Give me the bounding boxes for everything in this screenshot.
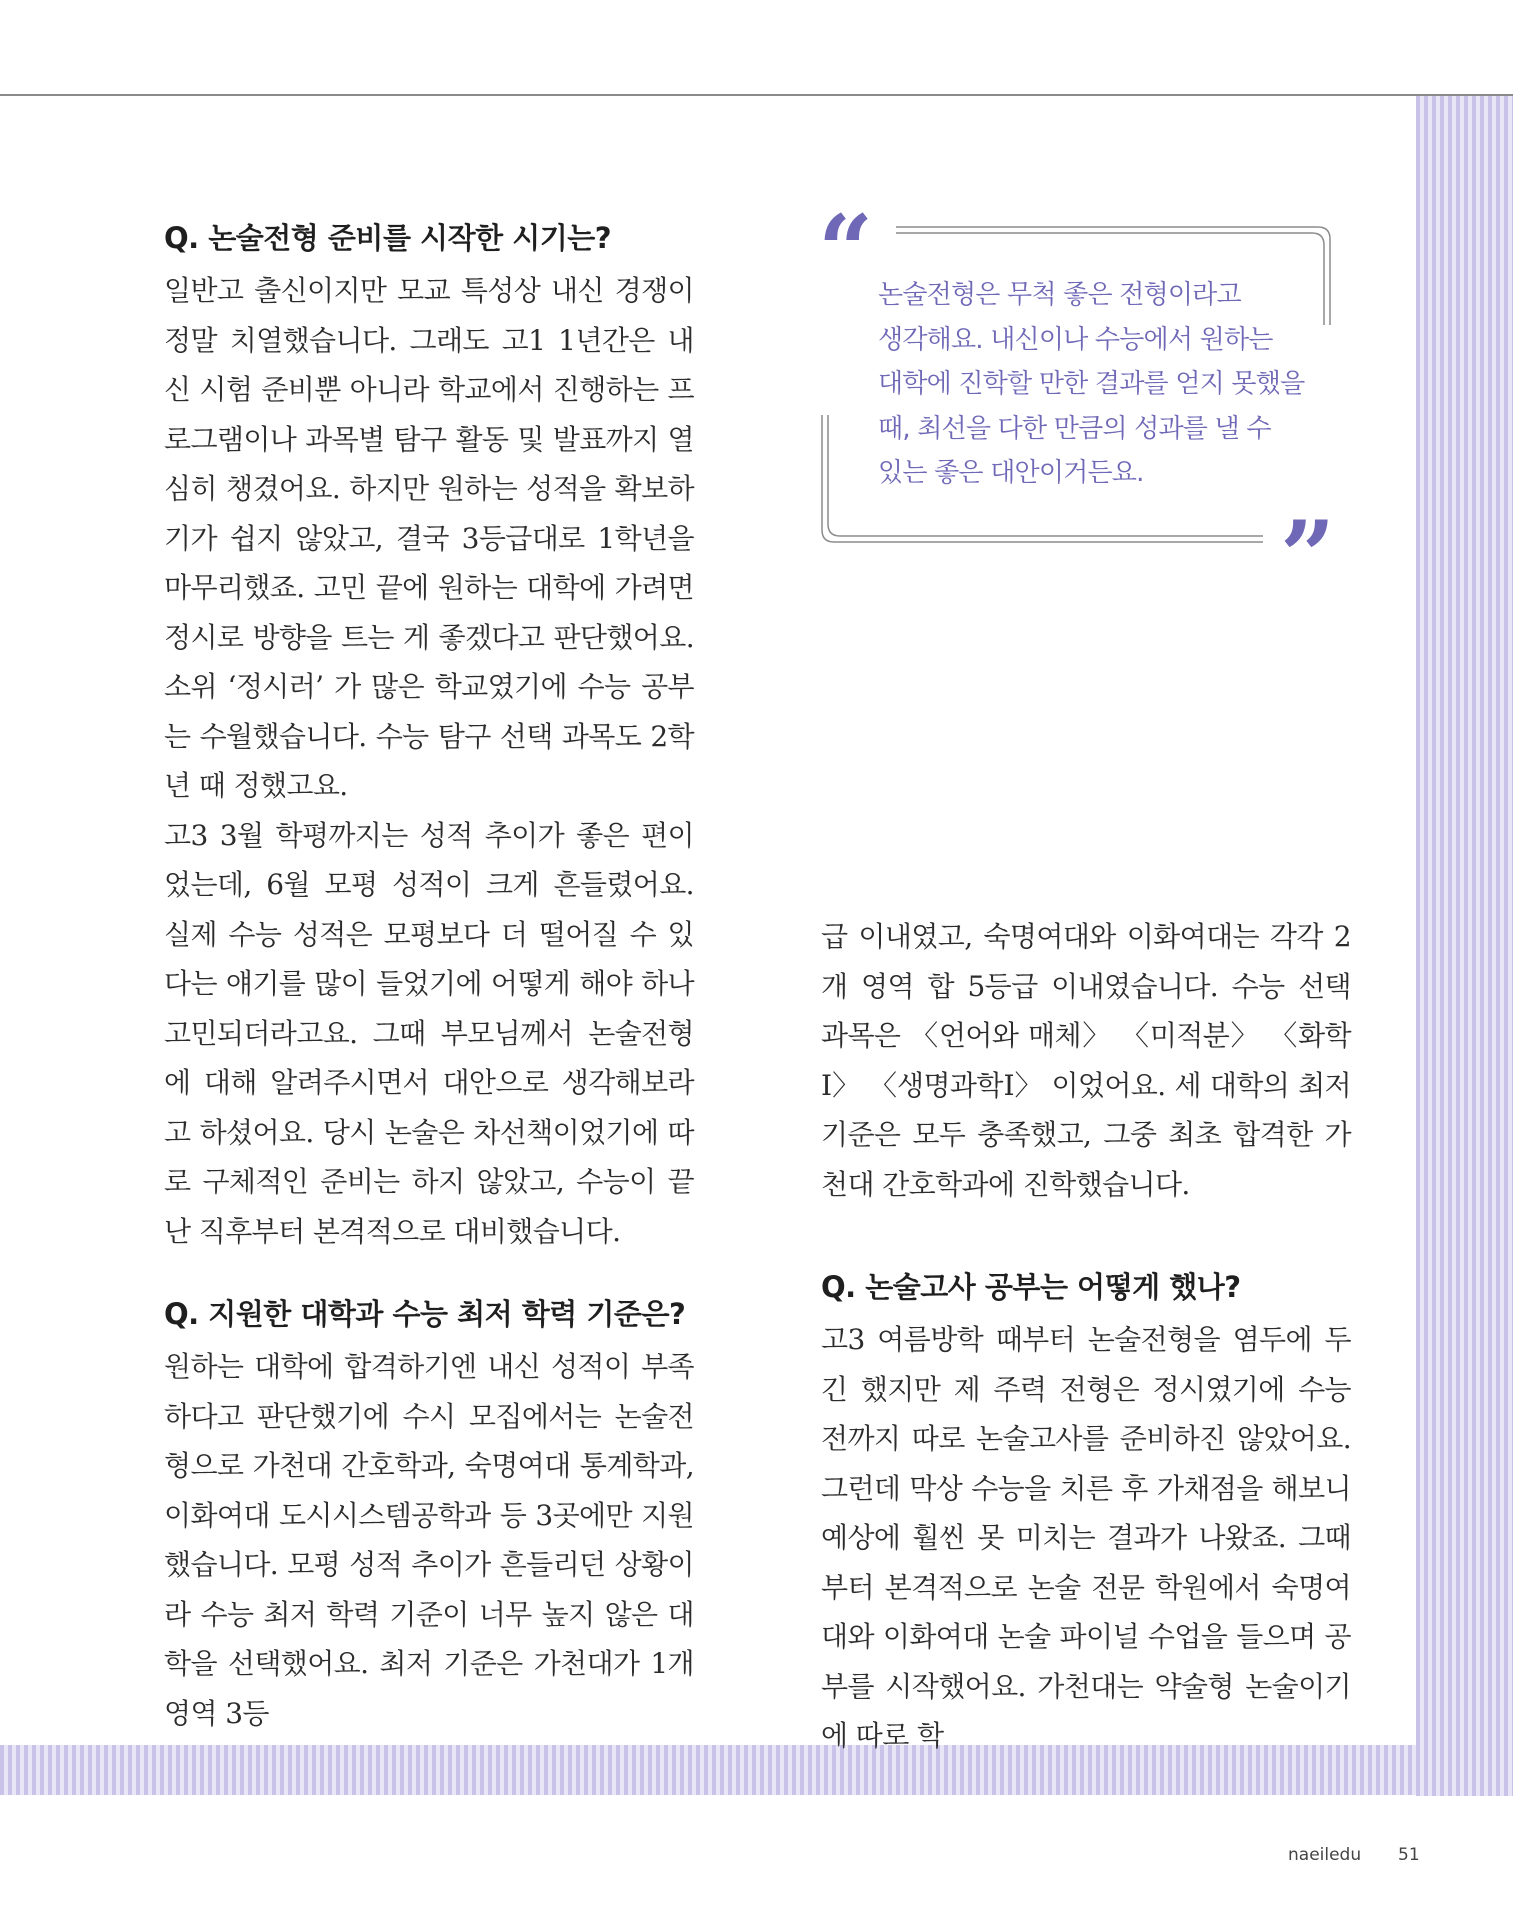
page-number: 51 — [1398, 1845, 1420, 1865]
question-heading: Q. 논술전형 준비를 시작한 시기는? — [164, 221, 612, 255]
pull-quote-line: 대학에 진학할 만한 결과를 얻지 못했을 — [878, 369, 1305, 399]
open-quote-icon: “ — [818, 194, 874, 307]
pull-quote-line: 때, 최선을 다한 만큼의 성과를 낼 수 — [878, 413, 1271, 444]
answer-paragraph: 원하는 대학에 합격하기엔 내신 성적이 부족하다고 판단했기에 수시 모집에서는 논술전형으로 가천대 간호학과, 숙명여대 통계학과, 이화여대 도시시스템공학과 등 3곳에만 지원했습니다. 모평 성적 추이가 흔들리던 상황이라 수능 최저 학력 기준이 너무 높지 않은 대학을 선택했어요. 최저 기준은 가천대가 1개 영역 3등 — [164, 1350, 694, 1730]
pull-quote-line: 논술전형은 무척 좋은 전형이라고 — [878, 280, 1241, 310]
decorative-stripes-right — [1416, 96, 1513, 1796]
pull-quote — [818, 194, 1338, 613]
pull-quote-line: 있는 좋은 대안이거든요. — [878, 458, 1144, 488]
footer-brand: naeiledu — [1288, 1845, 1362, 1865]
right-column — [821, 912, 1351, 1761]
answer-paragraph: 일반고 출신이지만 모교 특성상 내신 경쟁이 정말 치열했습니다. 그래도 고1 1년간은 내신 시험 준비뿐 아니라 학교에서 진행하는 프로그램이나 과목별 탐구 활동 및 발표까지 열심히 챙겼어요. 하지만 원하는 성적을 확보하기가 쉽지 않았고, 결국 3등급대로 1학년을 마무리했죠. 고민 끝에 원하는 대학에 가려면 정시로 방향을 트는 게 좋겠다고 판단했어요. 소위 ‘정시러’ 가 많은 학교였기에 수능 공부는 수월했습니다. 수능 탐구 선택 과목도 2학년 때 정했고요. — [164, 274, 694, 802]
answer-paragraph: 급 이내였고, 숙명여대와 이화여대는 각각 2개 영역 합 5등급 이내였습니다. 수능 선택 과목은 〈언어와 매체〉 〈미적분〉 〈화학Ⅰ〉 〈생명과학Ⅰ〉 이었어요. 세 대학의 최저 기준은 모두 충족했고, 그중 최초 합격한 가천대 간호학과에 진학했습니다. — [821, 920, 1351, 1201]
question-heading: Q. 지원한 대학과 수능 최저 학력 기준은? — [164, 1297, 686, 1331]
answer-paragraph: 고3 3월 학평까지는 성적 추이가 좋은 편이었는데, 6월 모평 성적이 크게 흔들렸어요. 실제 수능 성적은 모평보다 더 떨어질 수 있다는 얘기를 많이 들었기에 어떻게 해야 하나 고민되더라고요. 그때 부모님께서 논술전형에 대해 알려주시면서 대안으로 생각해보라고 하셨어요. 당시 논술은 차선책이었기에 따로 구체적인 준비는 하지 않았고, 수능이 끝난 직후부터 본격적으로 대비했습니다. — [164, 818, 694, 1248]
close-quote-icon: ” — [1280, 500, 1336, 613]
answer-paragraph: 고3 여름방학 때부터 논술전형을 염두에 두긴 했지만 제 주력 전형은 정시였기에 수능 전까지 따로 논술고사를 준비하진 않았어요. 그런데 막상 수능을 치른 후 가채점을 해보니 예상에 훨씬 못 미치는 결과가 나왔죠. 그때부터 본격적으로 논술 전문 학원에서 숙명여대와 이화여대 논술 파이널 수업을 들으며 공부를 시작했어요. 가천대는 약술형 논술이기에 따로 학 — [821, 1323, 1351, 1752]
question-heading: Q. 논술고사 공부는 어떻게 했나? — [821, 1270, 1241, 1304]
pull-quote-text — [878, 273, 1318, 496]
left-column — [164, 218, 694, 1738]
pull-quote-line: 생각해요. 내신이나 수능에서 원하는 — [878, 324, 1273, 355]
